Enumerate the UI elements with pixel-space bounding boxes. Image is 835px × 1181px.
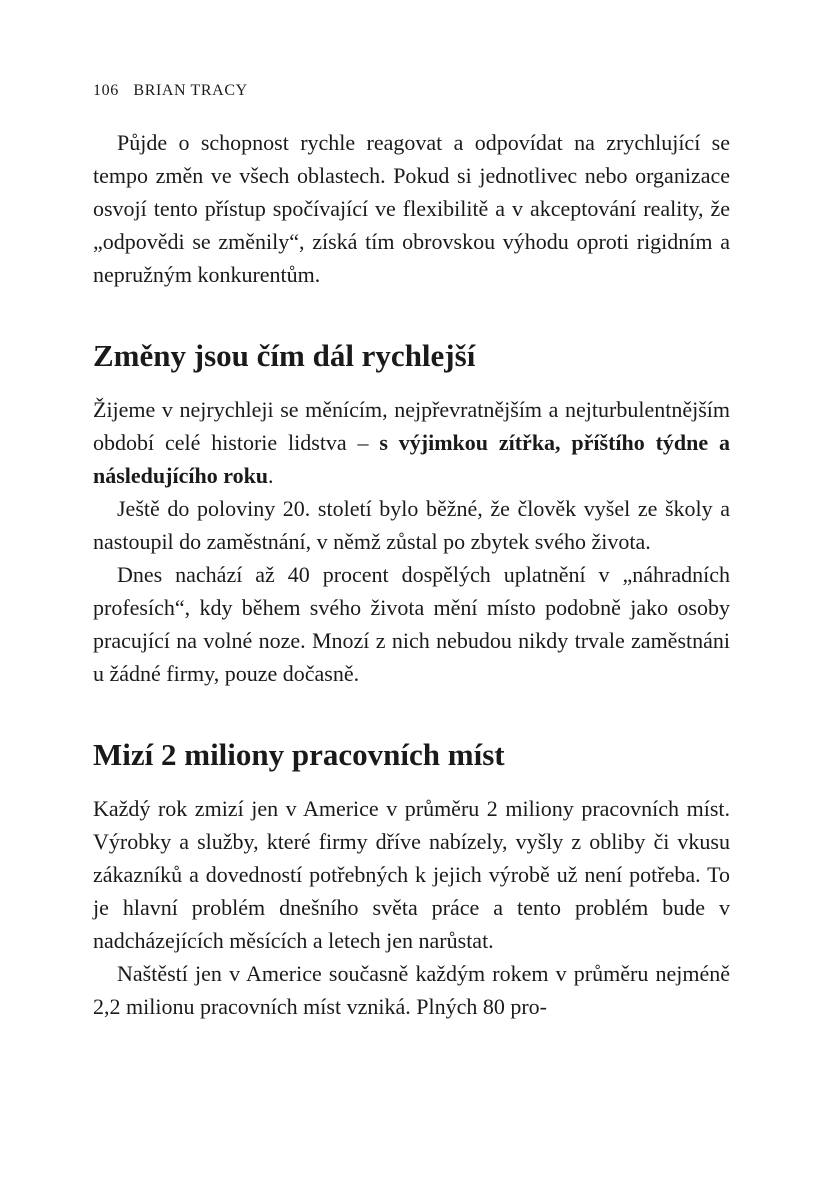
paragraph-end: . (268, 463, 274, 488)
section1-paragraph-2: Ještě do poloviny 20. století bylo běžné, že člověk vyšel ze školy a nastoupil do zaměstnání, v němž zůstal po zbytek svého života. (93, 496, 730, 554)
section2-paragraph-2: Naštěstí jen v Americe současně každým rokem v průměru nejméně 2,2 milionu pracovních míst vzniká. Plných 80 pro- (93, 961, 730, 1019)
author-name: BRIAN TRACY (133, 82, 248, 99)
intro-paragraph: Půjde o schopnost rychle reagovat a odpovídat na zrychlující se tempo změn ve všech oblastech. Pokud si jednotlivec nebo organizace osvojí tento přístup spočívající ve flexibilitě a v akceptování reality, že „odpovědi se změnily“, získá tím obrovskou výhodu oproti rigidním a nepružným konkurentům. (93, 130, 730, 287)
page-number: 106 (93, 82, 119, 99)
emphasis-text: s výjimkou zítřka, příštího týdne a následujícího roku (93, 430, 730, 488)
paragraph-text: Žijeme v nejrychleji se měnícím, nejpřevratnějším a nejturbulentnějším období celé historie lidstva – (93, 397, 730, 455)
running-head (93, 82, 730, 100)
section1-paragraph-3: Dnes nachází až 40 procent dospělých uplatnění v „náhradních profesích“, kdy během svého života mění místo podobně jako osoby pracující na volné noze. Mnozí z nich nebudou nikdy trvale zaměstnáni u žádné firmy, pouze dočasně. (93, 562, 730, 686)
section-heading-1: Změny jsou čím dál rychlejší (93, 338, 476, 373)
section-heading-2: Mizí 2 miliony pracovních míst (93, 737, 505, 772)
section2-paragraph-1: Každý rok zmizí jen v Americe v průměru 2 miliony pracovních míst. Výrobky a služby, které firmy dříve nabízely, vyšly z obliby či vkusu zákazníků a dovedností potřebných k jejich výrobě už není potřeba. To je hlavní problém dnešního světa práce a tento problém bude v nadcházejících měsících a letech jen narůstat. (93, 796, 730, 953)
section1-paragraph-1 (93, 393, 730, 492)
